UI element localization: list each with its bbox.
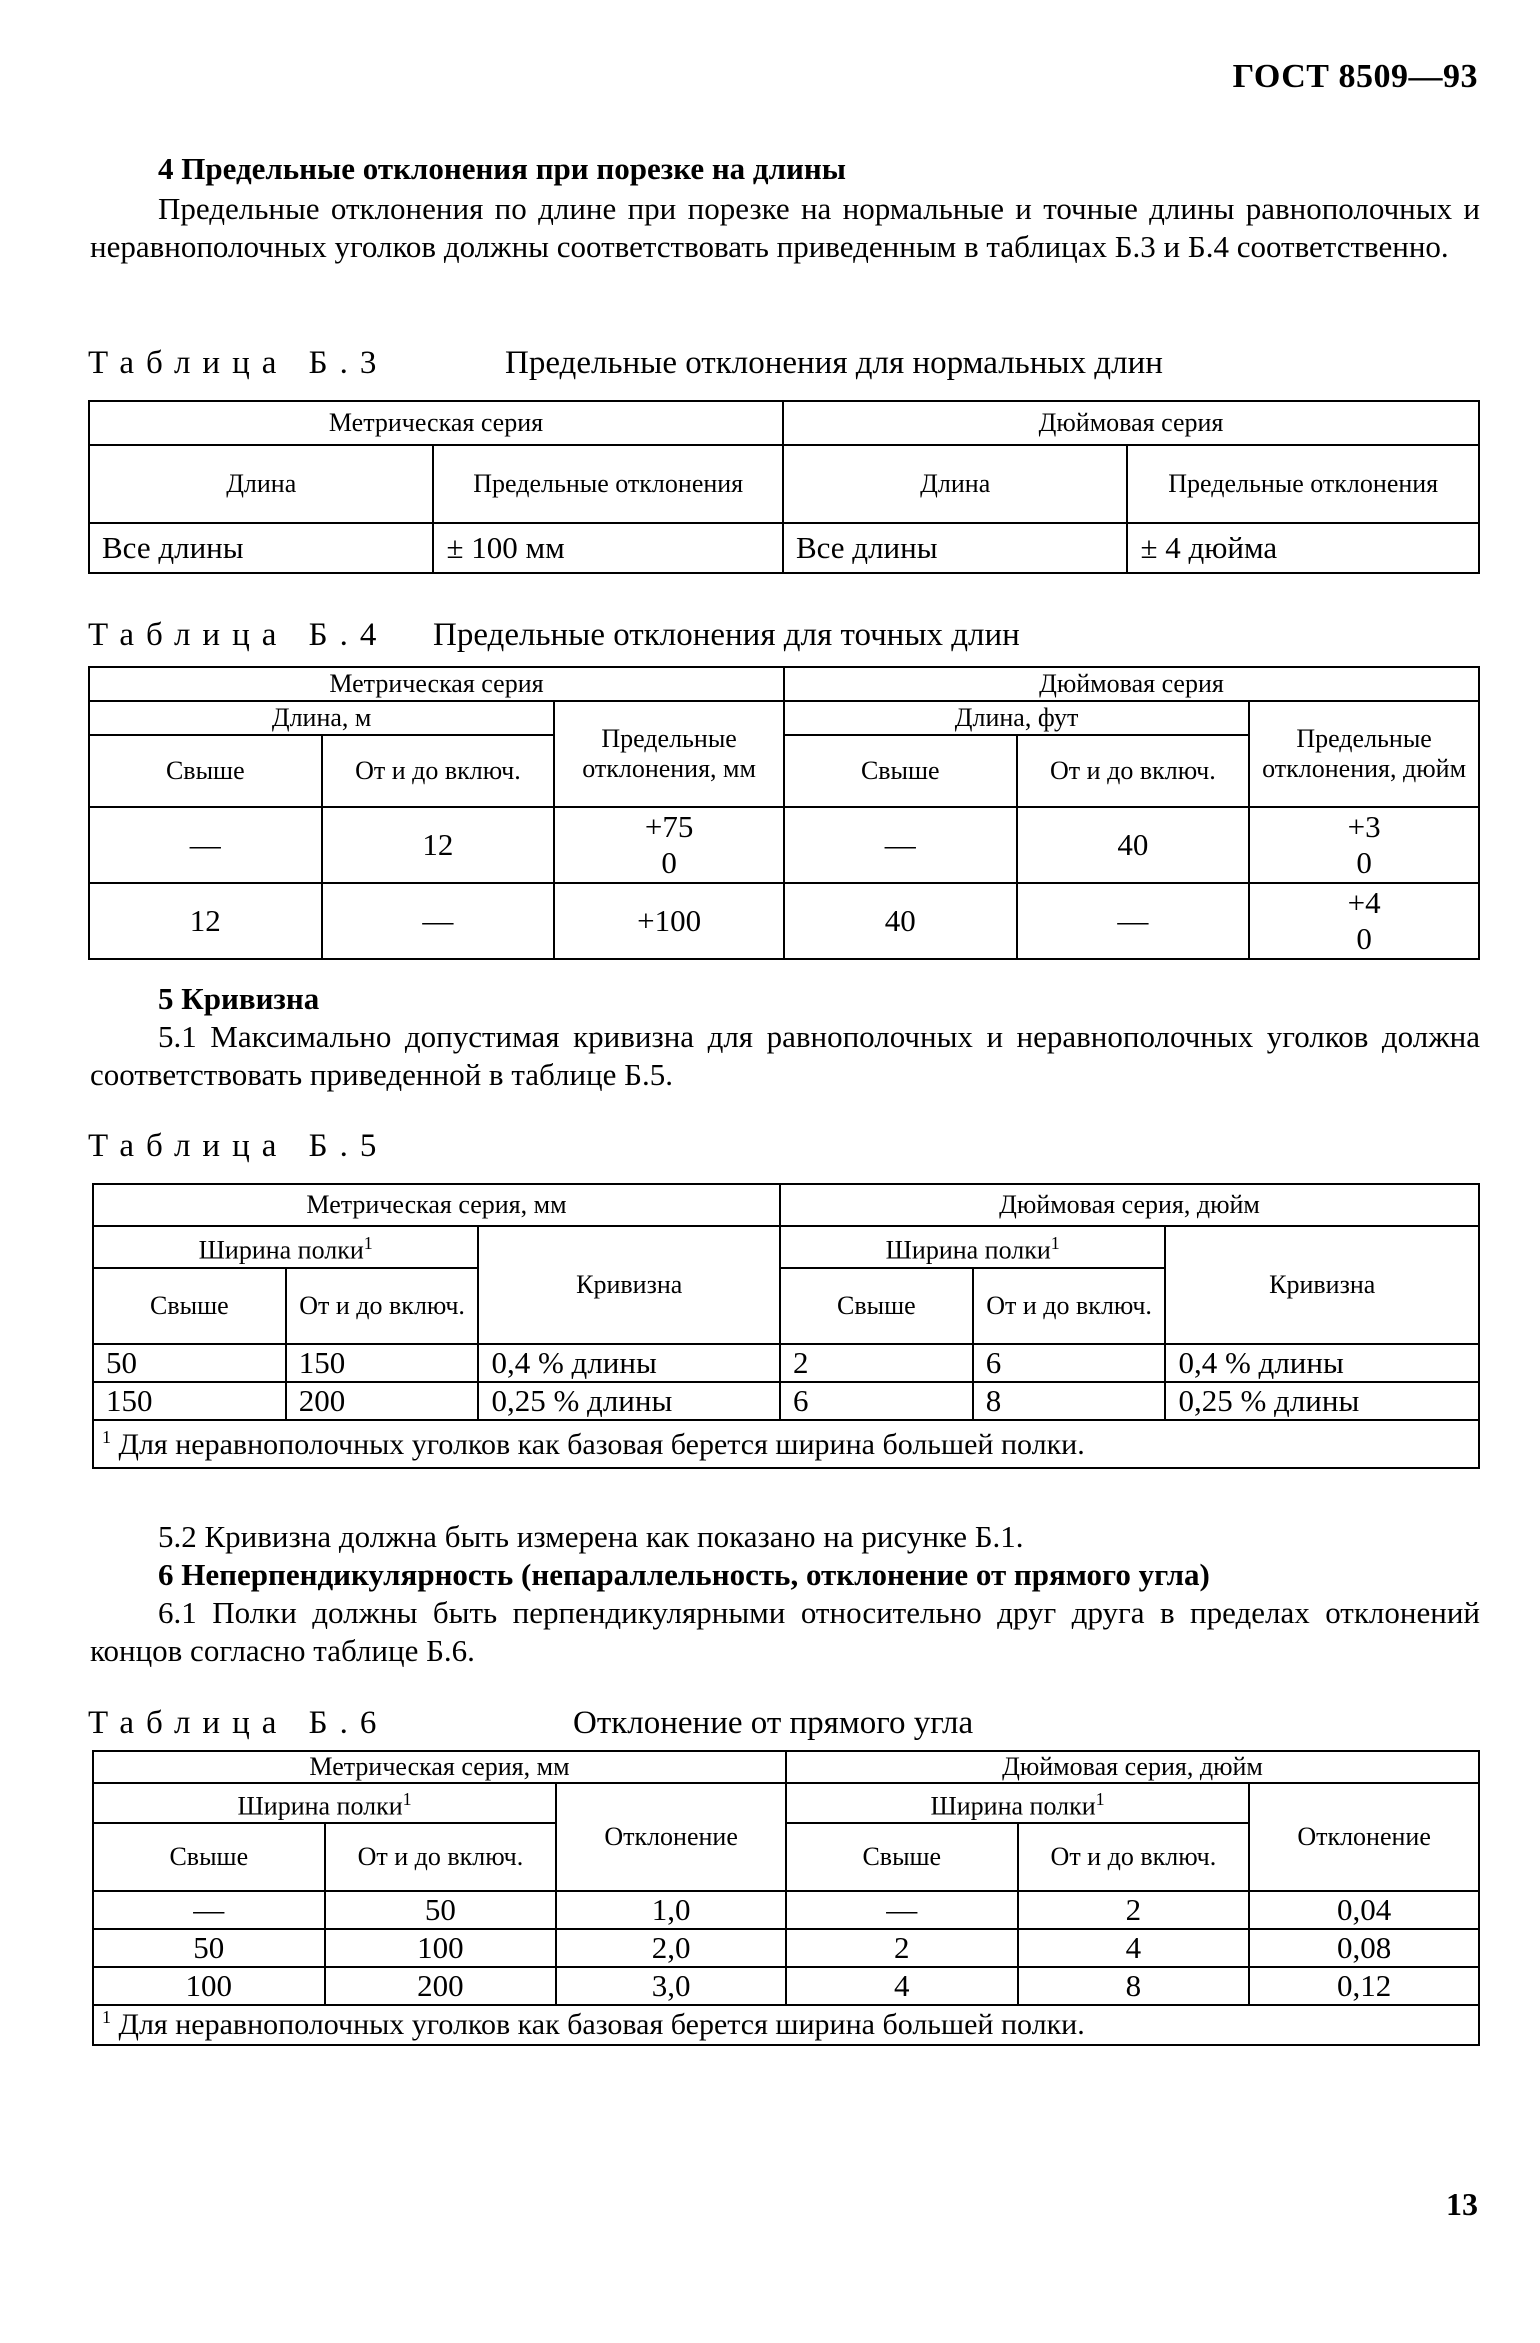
- t5-cell: 150: [286, 1344, 479, 1382]
- t3-inch-length: Длина: [783, 445, 1127, 523]
- section-6-text: 6.1 Полки должны быть перпендикулярными относительно друг друга в пределах отклонений концов согласно таблице Б.6.: [90, 1595, 1480, 1668]
- t4-inch-header: Дюймовая серия: [784, 667, 1479, 701]
- section-5-title: 5 Кривизна: [158, 981, 320, 1016]
- t4-cell-stack: [1249, 883, 1479, 959]
- t6-i-width-label: Ширина полки: [930, 1791, 1096, 1821]
- page-number: 13: [1446, 2186, 1478, 2222]
- t4-dev-top: +3: [1347, 809, 1381, 844]
- table-b4-title: Предельные отклонения для точных длин: [433, 617, 1020, 653]
- table-b3-label: Таблица Б.3: [88, 345, 389, 381]
- t6-inch-header: Дюймовая серия, дюйм: [786, 1751, 1479, 1783]
- t6-cell: 100: [93, 1967, 325, 2005]
- t5-cell: 50: [93, 1344, 286, 1382]
- footnote-marker: 1: [363, 1233, 373, 1254]
- t3-inch-all: Все длины: [783, 523, 1127, 573]
- t5-cell: 0,25 % длины: [1165, 1382, 1479, 1420]
- t5-cell: 0,4 % длины: [1165, 1344, 1479, 1382]
- section-4-title: 4 Предельные отклонения при порезке на длины: [158, 151, 846, 186]
- t6-cell: 50: [93, 1929, 325, 1967]
- t5-cell: 0,25 % длины: [478, 1382, 780, 1420]
- t6-cell: 0,08: [1249, 1929, 1479, 1967]
- t6-metric-header: Метрическая серия, мм: [93, 1751, 786, 1783]
- section-6-title: 6 Неперпендикулярность (непараллельность, отклонение от прямого угла): [158, 1557, 1210, 1592]
- t5-cell: 200: [286, 1382, 479, 1420]
- t4-dev-bot: 0: [1356, 845, 1372, 880]
- t5-m-curv: Кривизна: [478, 1226, 780, 1344]
- t6-cell: 2: [1018, 1891, 1250, 1929]
- t4-m-over: Свыше: [89, 735, 322, 807]
- footnote-marker: 1: [102, 1426, 111, 1447]
- document-id: ГОСТ 8509—93: [1232, 58, 1478, 95]
- table-b5-label: Таблица Б.5: [88, 1128, 389, 1164]
- t6-cell: —: [93, 1891, 325, 1929]
- t4-length-m: Длина, м: [89, 701, 554, 735]
- t6-cell: 1,0: [556, 1891, 786, 1929]
- table-b5: [92, 1183, 1480, 1469]
- t6-cell: 4: [1018, 1929, 1250, 1967]
- table-b4: [88, 666, 1480, 960]
- t5-inch-header: Дюймовая серия, дюйм: [780, 1184, 1479, 1226]
- t4-cell: 40: [1017, 807, 1250, 883]
- t3-metric-all: Все длины: [89, 523, 433, 573]
- t3-metric-header: Метрическая серия: [89, 401, 783, 445]
- t5-i-width-label: Ширина полки: [885, 1235, 1051, 1265]
- section-5-text: 5.1 Максимально допустимая кривизна для равнополочных и неравнополочных уголков должна соответствовать приведенной в таблице Б.5.: [90, 1019, 1480, 1092]
- table-row: [93, 1344, 1479, 1382]
- t6-m-dev: Отклонение: [556, 1783, 786, 1891]
- t5-m-width: [93, 1226, 478, 1268]
- table-row: [93, 1382, 1479, 1420]
- t3-inch-dev: Предельные отклонения: [1127, 445, 1479, 523]
- table-b4-label: Таблица Б.4: [88, 617, 389, 653]
- footnote-marker: 1: [1050, 1233, 1060, 1254]
- t6-m-over: Свыше: [93, 1823, 325, 1891]
- table-b6-label: Таблица Б.6: [88, 1705, 389, 1741]
- section-5-2-text: 5.2 Кривизна должна быть измерена как показано на рисунке Б.1.: [158, 1519, 1024, 1554]
- section-4-text: Предельные отклонения по длине при порезке на нормальные и точные длины равнополочных и неравнополочных уголков должны соответствовать приведенным в таблицах Б.3 и Б.4 соответственно.: [90, 191, 1480, 264]
- t3-metric-length: Длина: [89, 445, 433, 523]
- t4-dev-top: +75: [644, 809, 694, 844]
- table-b3: [88, 400, 1480, 574]
- t5-i-over: Свыше: [780, 1268, 973, 1344]
- t5-cell: 6: [780, 1382, 973, 1420]
- table-row: [93, 1967, 1479, 2005]
- t6-m-width-label: Ширина полки: [237, 1791, 403, 1821]
- table-b3-title: Предельные отклонения для нормальных длин: [505, 345, 1163, 381]
- table-row: [89, 883, 1479, 959]
- t5-i-width: [780, 1226, 1165, 1268]
- t3-inch-val: ± 4 дюйма: [1127, 523, 1479, 573]
- t6-cell: —: [786, 1891, 1018, 1929]
- footnote-marker: 1: [402, 1789, 412, 1809]
- t6-cell: 4: [786, 1967, 1018, 2005]
- t5-metric-header: Метрическая серия, мм: [93, 1184, 780, 1226]
- t4-dev-mm: Предельные отклонения, мм: [554, 701, 784, 807]
- t6-m-upto: От и до включ.: [325, 1823, 557, 1891]
- t5-cell: 6: [973, 1344, 1166, 1382]
- t4-cell: —: [322, 883, 555, 959]
- t6-cell: 2,0: [556, 1929, 786, 1967]
- t4-metric-header: Метрическая серия: [89, 667, 784, 701]
- table-row: [89, 807, 1479, 883]
- t6-i-width: [786, 1783, 1249, 1823]
- t5-footnote: [93, 1420, 1479, 1468]
- t4-m-upto: От и до включ.: [322, 735, 555, 807]
- t6-footnote-text: Для неравнополочных уголков как базовая берется ширина большей полки.: [118, 2008, 1085, 2042]
- t5-m-width-label: Ширина полки: [198, 1235, 364, 1265]
- t5-i-curv: Кривизна: [1165, 1226, 1479, 1344]
- t4-cell-stack: [554, 807, 784, 883]
- table-b6-title: Отклонение от прямого угла: [573, 1705, 974, 1741]
- t6-cell: 100: [325, 1929, 557, 1967]
- t4-cell: 12: [89, 883, 322, 959]
- t4-cell-stack: [1249, 807, 1479, 883]
- t4-cell-stack: [554, 883, 784, 959]
- t6-i-over: Свыше: [786, 1823, 1018, 1891]
- t5-cell: 0,4 % длины: [478, 1344, 780, 1382]
- t6-footnote: [93, 2005, 1479, 2045]
- t4-cell: 12: [322, 807, 555, 883]
- t4-i-upto: От и до включ.: [1017, 735, 1250, 807]
- table-row: [93, 1891, 1479, 1929]
- t4-cell: —: [784, 807, 1017, 883]
- t3-metric-val: ± 100 мм: [433, 523, 783, 573]
- t6-cell: 50: [325, 1891, 557, 1929]
- t5-m-upto: От и до включ.: [286, 1268, 479, 1344]
- t6-cell: 0,12: [1249, 1967, 1479, 2005]
- table-b6: [92, 1750, 1480, 2046]
- t3-metric-dev: Предельные отклонения: [433, 445, 783, 523]
- t6-cell: 8: [1018, 1967, 1250, 2005]
- t4-dev-bot: 0: [1356, 921, 1372, 956]
- t5-cell: 2: [780, 1344, 973, 1382]
- t4-dev-bot: 0: [661, 845, 677, 880]
- t6-i-dev: Отклонение: [1249, 1783, 1479, 1891]
- t6-cell: 2: [786, 1929, 1018, 1967]
- t4-dev-in: Предельные отклонения, дюйм: [1249, 701, 1479, 807]
- t4-cell: 40: [784, 883, 1017, 959]
- t3-inch-header: Дюймовая серия: [783, 401, 1479, 445]
- t5-cell: 150: [93, 1382, 286, 1420]
- t4-cell: —: [89, 807, 322, 883]
- t4-dev-top: +100: [637, 903, 702, 938]
- t6-cell: 200: [325, 1967, 557, 2005]
- t5-footnote-text: Для неравнополочных уголков как базовая берется ширина большей полки.: [118, 1427, 1085, 1461]
- t4-i-over: Свыше: [784, 735, 1017, 807]
- t6-i-upto: От и до включ.: [1018, 1823, 1250, 1891]
- table-row: [93, 1929, 1479, 1967]
- t5-m-over: Свыше: [93, 1268, 286, 1344]
- t4-dev-top: +4: [1347, 885, 1381, 920]
- t5-i-upto: От и до включ.: [973, 1268, 1166, 1344]
- footnote-marker: 1: [102, 2007, 111, 2028]
- t4-cell: —: [1017, 883, 1250, 959]
- t6-cell: 0,04: [1249, 1891, 1479, 1929]
- t6-m-width: [93, 1783, 556, 1823]
- t4-length-ft: Длина, фут: [784, 701, 1249, 735]
- t5-cell: 8: [973, 1382, 1166, 1420]
- footnote-marker: 1: [1095, 1789, 1105, 1809]
- t6-cell: 3,0: [556, 1967, 786, 2005]
